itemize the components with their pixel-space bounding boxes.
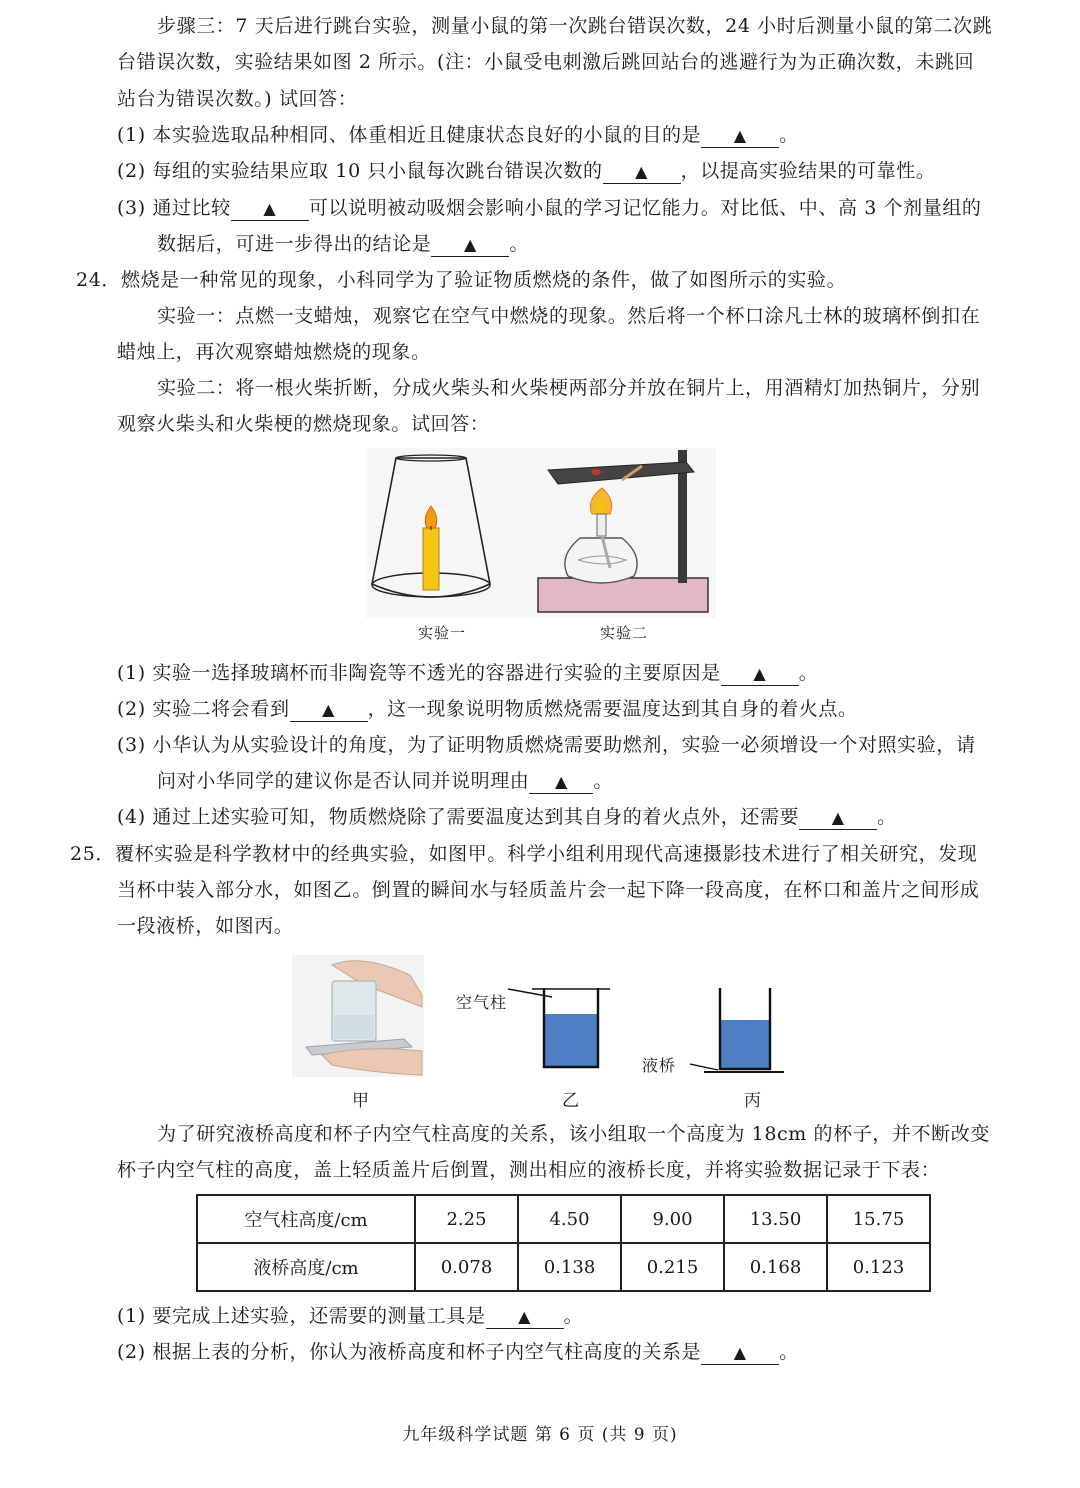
q23-sub1-end: 。 <box>779 124 799 146</box>
answer-blank[interactable] <box>231 197 309 221</box>
answer-blank[interactable] <box>701 1341 779 1365</box>
figure-bing-caption: 丙 <box>744 1091 762 1111</box>
q25-intro-line2: 当杯中装入部分水，如图乙。倒置的瞬间水与轻质盖片会一起下降一段高度，在杯口和盖片之间形成 <box>117 879 980 901</box>
q24-sub3-line1: (3) 小华认为从实验设计的角度，为了证明物质燃烧需要助燃剂，实验一必须增设一个对照实验，请 <box>117 734 976 756</box>
table-row <box>197 1243 930 1291</box>
q23-sub3 <box>117 195 982 221</box>
triangle-mark: ▲ <box>463 235 477 254</box>
air-column-label: 空气柱 <box>456 993 508 1012</box>
q23-step3-line3: 站台为错误次数。) 试回答： <box>117 88 358 110</box>
q24-sub1-text: (1) 实验一选择玻璃杯而非陶瓷等不透光的容器进行实验的主要原因是 <box>117 662 721 684</box>
figure-caption-exp1: 实验一 <box>418 624 467 642</box>
answer-blank[interactable] <box>290 698 368 722</box>
triangle-mark: ▲ <box>518 1307 532 1326</box>
q24-exp1-line2: 蜡烛上，再次观察蜡烛燃烧的现象。 <box>117 341 431 363</box>
q23-sub1 <box>117 122 799 148</box>
triangle-mark: ▲ <box>831 808 845 827</box>
answer-blank[interactable] <box>721 662 799 686</box>
triangle-mark: ▲ <box>263 199 277 218</box>
water-column <box>545 1014 597 1066</box>
triangle-mark: ▲ <box>733 126 747 145</box>
answer-blank[interactable] <box>603 160 681 184</box>
q24-sub1 <box>117 660 818 686</box>
q24-sub2 <box>117 696 858 722</box>
answer-blank[interactable] <box>486 1305 564 1329</box>
liquid-bridge-label: 液桥 <box>642 1056 677 1075</box>
q24-exp2-line1: 实验二：将一根火柴折断，分成火柴头和火柴梗两部分并放在铜片上，用酒精灯加热铜片，分别 <box>157 377 981 399</box>
q23-sub2 <box>117 158 935 184</box>
air-column-pointer <box>508 989 552 997</box>
q25-sub2-end: 。 <box>779 1341 799 1363</box>
figure-caption-exp2: 实验二 <box>600 624 649 642</box>
q25-sub1-text: (1) 要完成上述实验，还需要的测量工具是 <box>117 1305 486 1327</box>
q25-sub2 <box>117 1339 799 1365</box>
cup-diagram-bing <box>690 984 790 1078</box>
cup-photo-jia <box>292 955 424 1077</box>
answer-blank[interactable] <box>431 233 509 257</box>
q24-sub4 <box>117 804 897 830</box>
table-cell: 0.078 <box>415 1243 518 1291</box>
water-column <box>721 1020 769 1068</box>
q24-sub2-end: ，这一现象说明物质燃烧需要温度达到其自身的着火点。 <box>367 698 858 720</box>
q23-sub2-end: ，以提高实验结果的可靠性。 <box>680 160 936 182</box>
q24-sub3-line2 <box>157 768 613 794</box>
q23-sub3-line2-text: 数据后，可进一步得出的结论是 <box>157 233 432 255</box>
q23-sub3-text: (3) 通过比较 <box>117 197 231 219</box>
q24-exp2-line2: 观察火柴头和火柴梗的燃烧现象。试回答： <box>117 413 490 435</box>
q25-sub1 <box>117 1303 583 1329</box>
triangle-mark: ▲ <box>322 700 336 719</box>
q24-sub3-line2-text: 问对小华同学的建议你是否认同并说明理由 <box>157 770 530 792</box>
q24-intro: 24．燃烧是一种常见的现象，小科同学为了验证物质燃烧的条件，做了如图所示的实验。 <box>76 269 847 291</box>
answer-blank[interactable] <box>799 806 877 830</box>
q25-para-line1: 为了研究液桥高度和杯子内空气柱高度的关系，该小组取一个高度为 18cm 的杯子，并不断改变 <box>157 1123 990 1145</box>
q23-sub1-text: (1) 本实验选取品种相同、体重相近且健康状态良好的小鼠的目的是 <box>117 124 702 146</box>
q25-sub1-end: 。 <box>563 1305 584 1327</box>
table-cell: 0.123 <box>827 1243 930 1291</box>
triangle-mark: ▲ <box>635 162 649 181</box>
table-cell: 15.75 <box>827 1195 930 1243</box>
triangle-mark: ▲ <box>753 664 767 683</box>
table-cell: 0.215 <box>621 1243 724 1291</box>
q23-sub3-mid: 可以说明被动吸烟会影响小鼠的学习记忆能力。对比低、中、高 3 个剂量组的 <box>308 197 982 219</box>
figure-jia-caption: 甲 <box>352 1091 370 1111</box>
table-cell: 4.50 <box>518 1195 621 1243</box>
table-row <box>197 1195 930 1243</box>
table-cell: 0.138 <box>518 1243 621 1291</box>
cup-diagram-yi <box>508 984 616 1070</box>
q24-sub2-text: (2) 实验二将会看到 <box>117 698 290 720</box>
q23-sub3-line2-end: 。 <box>509 233 530 255</box>
figure-yi-caption: 乙 <box>562 1091 580 1111</box>
table-header-cell: 液桥高度/cm <box>197 1243 415 1291</box>
q25-intro-line1: 25．覆杯实验是科学教材中的经典实验，如图甲。科学小组利用现代高速摄影技术进行了相关研究，发现 <box>70 843 978 865</box>
answer-blank[interactable] <box>529 770 593 794</box>
bridge-pointer <box>690 1064 718 1070</box>
triangle-mark: ▲ <box>733 1343 747 1362</box>
table-cell: 13.50 <box>724 1195 827 1243</box>
q23-sub3-line2 <box>157 231 529 257</box>
q24-sub4-end: 。 <box>877 806 897 828</box>
q25-intro-line3: 一段液桥，如图丙。 <box>117 915 294 937</box>
table-header-cell: 空气柱高度/cm <box>197 1195 415 1243</box>
table-cell: 9.00 <box>621 1195 724 1243</box>
q24-sub1-end: 。 <box>798 662 819 684</box>
table-cell: 2.25 <box>415 1195 518 1243</box>
table-cell: 0.168 <box>724 1243 827 1291</box>
q23-step3-line2: 台错误次数，实验结果如图 2 所示。(注：小鼠受电刺激后跳回站台的逃避行为为正确次数，未跳回 <box>117 51 975 73</box>
data-table <box>196 1194 931 1292</box>
page-footer: 九年级科学试题 第 6 页 (共 9 页) <box>402 1425 678 1445</box>
triangle-mark: ▲ <box>554 772 568 791</box>
q24-exp1-line1: 实验一：点燃一支蜡烛，观察它在空气中燃烧的现象。然后将一个杯口涂凡士林的玻璃杯倒扣在 <box>157 305 981 327</box>
q23-sub2-text: (2) 每组的实验结果应取 10 只小鼠每次跳台错误次数的 <box>117 160 603 182</box>
q24-sub4-text: (4) 通过上述实验可知，物质燃烧除了需要温度达到其自身的着火点外，还需要 <box>117 806 800 828</box>
q23-step3-line1: 步骤三：7 天后进行跳台实验，测量小鼠的第一次跳台错误次数，24 小时后测量小鼠的第二次跳 <box>157 15 993 37</box>
answer-blank[interactable] <box>701 124 779 148</box>
combustion-figure <box>366 448 716 618</box>
q24-sub3-line2-end: 。 <box>593 770 614 792</box>
q25-sub2-text: (2) 根据上表的分析，你认为液桥高度和杯子内空气柱高度的关系是 <box>117 1341 702 1363</box>
q25-para-line2: 杯子内空气柱的高度，盖上轻质盖片后倒置，测出相应的液桥长度，并将实验数据记录于下表： <box>117 1159 941 1181</box>
